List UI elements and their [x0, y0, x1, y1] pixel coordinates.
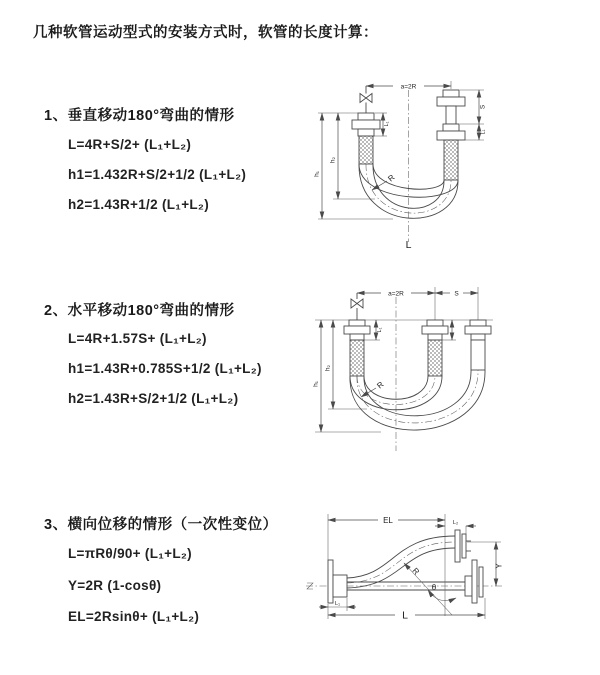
diagram-horizontal-180-bend	[303, 281, 555, 469]
dim-span	[366, 81, 451, 91]
radius-angle-construction	[404, 563, 456, 615]
dim-label-end-right: L₁	[480, 129, 487, 135]
dim-label-radius: R	[375, 379, 386, 391]
section-1-formula-h1: h1=1.432R+S/2+1/2 (L₁+L₂)	[68, 167, 247, 182]
dim-span	[357, 287, 478, 320]
dim-label-length: L	[402, 609, 408, 622]
dim-label-h2: h₂	[329, 156, 337, 164]
dim-end-left	[319, 598, 356, 611]
dim-label-end-left: L₁	[335, 601, 340, 607]
section-2-formula-h2: h2=1.43R+S/2+1/2 (L₁+L₂)	[68, 391, 239, 406]
section-2-formula-L: L=4R+1.57S+ (L₁+L₂)	[68, 331, 207, 346]
braided-hose-left	[350, 340, 364, 376]
dim-label-h2: h₂	[324, 364, 332, 372]
middle-flange	[422, 320, 448, 340]
dim-label-angle: θ	[431, 583, 437, 592]
section-3-formula-Y: Y=2R (1-cosθ)	[68, 578, 162, 593]
braided-hose-right	[444, 140, 458, 180]
dim-label-span: a=2R	[388, 290, 404, 298]
section-3-formula-EL: EL=2Rsinθ+ (L₁+L₂)	[68, 609, 200, 624]
dim-movement	[435, 291, 478, 298]
right-flange-upper	[455, 530, 471, 562]
braided-hose-left	[359, 136, 373, 164]
dim-label-end-left: L₁	[377, 327, 383, 333]
dim-el	[328, 514, 445, 616]
dim-label-end-right: L₂	[452, 520, 459, 526]
left-flange	[352, 113, 380, 136]
dim-label-el: EL	[383, 516, 393, 525]
section-1-formula-L: L=4R+S/2+ (L₁+L₂)	[68, 137, 192, 152]
section-1-heading: 1、垂直移动180°弯曲的情形	[44, 108, 235, 124]
hose-right-outline	[471, 340, 485, 370]
section-3-formula-L: L=πRθ/90+ (L₁+L₂)	[68, 546, 192, 561]
dim-label-radius: R	[410, 566, 422, 577]
valve-icon	[351, 293, 363, 320]
section-2-heading: 2、水平移动180°弯曲的情形	[44, 303, 235, 319]
right-pipe-flanges	[437, 90, 465, 140]
dim-label-radius: R	[386, 172, 397, 184]
dim-label-span: a=2R	[400, 83, 417, 91]
dim-label-length: L	[405, 239, 412, 251]
hose-u-curves	[350, 370, 485, 430]
section-1-formula-h2: h2=1.43R+1/2 (L₁+L₂)	[68, 197, 210, 212]
diagram-vertical-180-bend	[313, 76, 553, 254]
left-flange	[328, 560, 347, 603]
page-title: 几种软管运动型式的安装方式时，软管的长度计算：	[33, 25, 378, 41]
dim-length	[328, 598, 485, 622]
dim-h1	[313, 320, 382, 432]
diagram-lateral-displacement	[300, 500, 508, 635]
dim-label-h1: h₁	[313, 171, 321, 177]
section-3-heading: 3、横向位移的情形（一次性变位）	[44, 517, 278, 533]
hose-s-curve	[347, 536, 455, 588]
dim-label-offset: Y	[494, 563, 504, 569]
dim-label-movement: S	[479, 104, 487, 110]
right-flange	[465, 320, 491, 340]
dim-movement	[460, 90, 487, 124]
section-2-formula-h1: h1=1.43R+0.785S+1/2 (L₁+L₂)	[68, 361, 262, 376]
dim-label-h1: h₁	[312, 381, 320, 387]
left-flange	[344, 320, 370, 340]
right-flange-lower	[465, 560, 483, 603]
braided-hose-middle	[428, 340, 442, 376]
dim-label-movement: S	[454, 290, 459, 298]
dim-label-end-left: L₁	[384, 121, 390, 127]
valve-icon	[360, 86, 372, 113]
